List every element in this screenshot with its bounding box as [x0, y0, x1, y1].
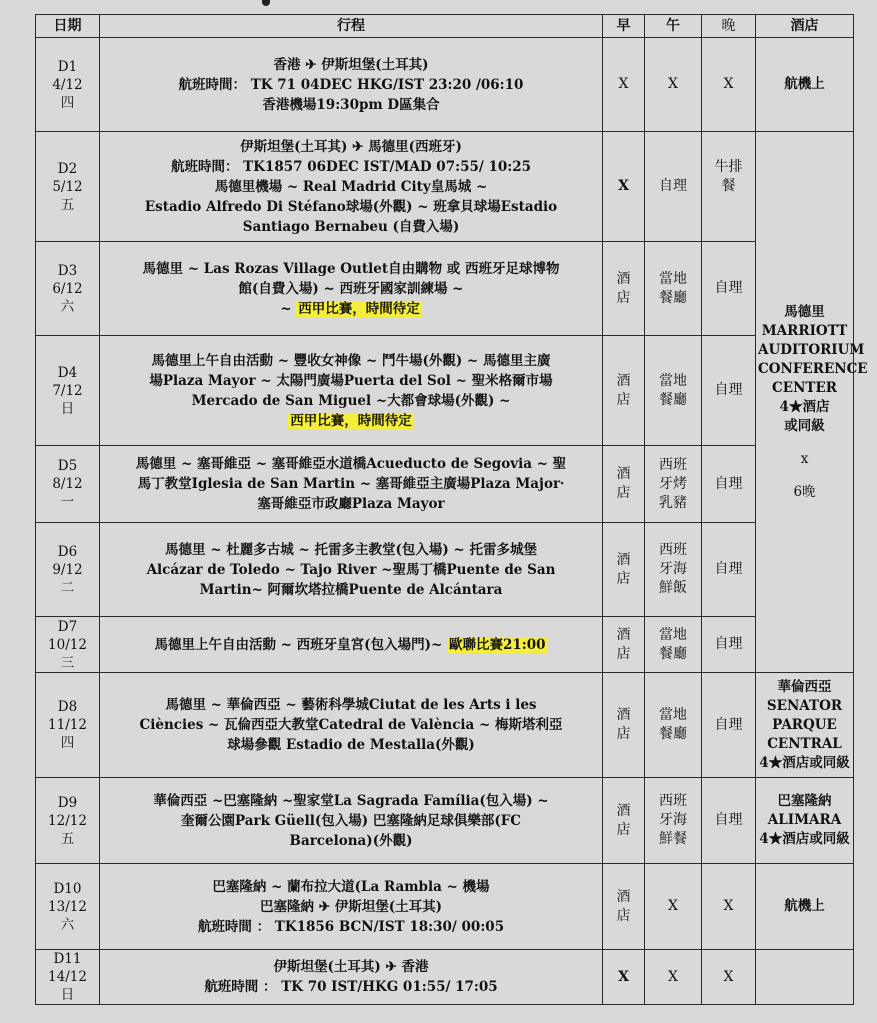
- header-date: 日期: [36, 15, 100, 38]
- dinner-cell: 自理: [702, 242, 756, 336]
- day-cell: D9 12/12 五: [36, 778, 100, 864]
- dinner-cell: X: [702, 864, 756, 950]
- route-cell: 伊斯坦堡(土耳其) ✈ 香港 航班時間 ： TK 70 IST/HKG 01:55/ 17:05: [100, 950, 603, 1005]
- lunch-cell: 西班 牙海 鮮飯: [645, 523, 702, 617]
- route-cell: 馬德里 ~ 塞哥維亞 ~ 塞哥維亞水道橋Acueducto de Segovia ~ 聖 馬丁教堂Iglesia de San Martin ~ 塞哥維亞主廣場Plaza Major‧ 塞哥維亞市政廳Plaza Mayor: [100, 446, 603, 523]
- lunch-cell: 自理: [645, 132, 702, 242]
- day-cell: D4 7/12 日: [36, 336, 100, 446]
- route-cell: 馬德里 ~ Las Rozas Village Outlet自由購物 或 西班牙足球博物 館(自費入場) ~ 西班牙國家訓練場 ~ ~ 西甲比賽，時間待定: [100, 242, 603, 336]
- breakfast-cell: X: [603, 132, 645, 242]
- table-row: [36, 523, 854, 617]
- lunch-cell: 當地 餐廳: [645, 242, 702, 336]
- lunch-cell: X: [645, 950, 702, 1005]
- header-dinner: 晚: [702, 15, 756, 38]
- header-route: 行程: [100, 15, 603, 38]
- day-cell: D8 11/12 四: [36, 673, 100, 778]
- route-cell: 伊斯坦堡(土耳其) ✈ 馬德里(西班牙) 航班時間： TK1857 06DEC IST/MAD 07:55/ 10:25 馬德里機場 ~ Real Madrid City皇馬城 ~ Estadio Alfredo Di Stéfano球場(外觀) ~ 班拿貝球場Estadio Santiago Bernabeu (自費入場): [100, 132, 603, 242]
- dinner-cell: X: [702, 950, 756, 1005]
- day-cell: D3 6/12 六: [36, 242, 100, 336]
- table-row: [36, 242, 854, 336]
- breakfast-cell: X: [603, 950, 645, 1005]
- table-row: [36, 673, 854, 778]
- table-row: [36, 617, 854, 673]
- table-row: [36, 864, 854, 950]
- day-cell: D7 10/12 三: [36, 617, 100, 673]
- table-row: [36, 38, 854, 132]
- hotel-cell-valencia: 華倫西亞 SENATOR PARQUE CENTRAL 4★酒店或同級: [756, 673, 854, 778]
- breakfast-cell: 酒 店: [603, 673, 645, 778]
- match-highlight: 西甲比賽，時間待定: [298, 300, 420, 317]
- header-lunch: 午: [645, 15, 702, 38]
- dinner-cell: 牛排 餐: [702, 132, 756, 242]
- lunch-cell: 當地 餐廳: [645, 617, 702, 673]
- route-cell: 馬德里上午自由活動 ~ 豐收女神像 ~ 鬥牛場(外觀) ~ 馬德里主廣 場Plaza Mayor ~ 太陽門廣場Puerta del Sol ~ 聖米格爾市場 Mercado de San Miguel ~大都會球場(外觀) ~ 西甲比賽，時間待定: [100, 336, 603, 446]
- route-cell: 馬德里 ~ 華倫西亞 ~ 藝術科學城Ciutat de les Arts i les Ciències ~ 瓦倫西亞大教堂Catedral de València ~ 梅斯塔利亞 球場參觀 Estadio de Mestalla(外觀): [100, 673, 603, 778]
- lunch-cell: 當地 餐廳: [645, 673, 702, 778]
- dinner-cell: 自理: [702, 523, 756, 617]
- table-row: [36, 336, 854, 446]
- dinner-cell: 自理: [702, 336, 756, 446]
- route-cell: 馬德里上午自由活動 ~ 西班牙皇宮(包入場門)~ 歐聯比賽21:00: [100, 617, 603, 673]
- lunch-cell: X: [645, 864, 702, 950]
- match-highlight: 西甲比賽，時間待定: [290, 412, 412, 429]
- day-cell: D5 8/12 一: [36, 446, 100, 523]
- itinerary-table: [35, 14, 868, 1005]
- dinner-cell: X: [702, 38, 756, 132]
- table-row: [36, 132, 854, 242]
- day-cell: D11 14/12 日: [36, 950, 100, 1005]
- hotel-cell-barcelona: 巴塞隆納 ALIMARA 4★酒店或同級: [756, 778, 854, 864]
- table-row: [36, 446, 854, 523]
- lunch-cell: 當地 餐廳: [645, 336, 702, 446]
- table-row: [36, 778, 854, 864]
- route-cell: 華倫西亞 ~巴塞隆納 ~聖家堂La Sagrada Família(包入場) ~ 奎爾公園Park Güell(包入場) 巴塞隆納足球俱樂部(FC Barcelona)(外觀): [100, 778, 603, 864]
- breakfast-cell: 酒 店: [603, 242, 645, 336]
- hotel-cell-madrid: 馬德里 MARRIOTT AUDITORIUM CONFERENCE CENTER 4★酒店 或同級 x 6晚: [756, 132, 854, 673]
- hotel-cell: 航機上: [756, 864, 854, 950]
- day-cell: D6 9/12 二: [36, 523, 100, 617]
- day-cell: D1 4/12 四: [36, 38, 100, 132]
- table-header-row: [36, 15, 854, 38]
- header-breakfast: 早: [603, 15, 645, 38]
- lunch-cell: X: [645, 38, 702, 132]
- header-fragment: [262, 0, 270, 6]
- hotel-cell: 航機上: [756, 38, 854, 132]
- route-cell: 馬德里 ~ 杜麗多古城 ~ 托雷多主教堂(包入場) ~ 托雷多城堡 Alcázar de Toledo ~ Tajo River ~聖馬丁橋Puente de San Martin~ 阿爾坎塔拉橋Puente de Alcántara: [100, 523, 603, 617]
- breakfast-cell: 酒 店: [603, 864, 645, 950]
- dinner-cell: 自理: [702, 617, 756, 673]
- dinner-cell: 自理: [702, 673, 756, 778]
- breakfast-cell: 酒 店: [603, 336, 645, 446]
- route-cell: 巴塞隆納 ~ 蘭布拉大道(La Rambla ~ 機場 巴塞隆納 ✈ 伊斯坦堡(土耳其) 航班時間 ： TK1856 BCN/IST 18:30/ 00:05: [100, 864, 603, 950]
- day-cell: D10 13/12 六: [36, 864, 100, 950]
- dinner-cell: 自理: [702, 446, 756, 523]
- hotel-cell-empty: [756, 950, 854, 1005]
- match-highlight: 歐聯比賽21:00: [448, 636, 546, 653]
- breakfast-cell: 酒 店: [603, 523, 645, 617]
- route-cell: 香港 ✈ 伊斯坦堡(土耳其) 航班時間： TK 71 04DEC HKG/IST 23:20 /06:10 香港機場19:30pm D區集合: [100, 38, 603, 132]
- breakfast-cell: 酒 店: [603, 617, 645, 673]
- header-hotel: 酒店: [756, 15, 854, 38]
- day-cell: D2 5/12 五: [36, 132, 100, 242]
- lunch-cell: 西班 牙烤 乳豬: [645, 446, 702, 523]
- breakfast-cell: 酒 店: [603, 778, 645, 864]
- breakfast-cell: X: [603, 38, 645, 132]
- breakfast-cell: 酒 店: [603, 446, 645, 523]
- dinner-cell: 自理: [702, 778, 756, 864]
- lunch-cell: 西班 牙海 鮮餐: [645, 778, 702, 864]
- table-row: [36, 950, 854, 1005]
